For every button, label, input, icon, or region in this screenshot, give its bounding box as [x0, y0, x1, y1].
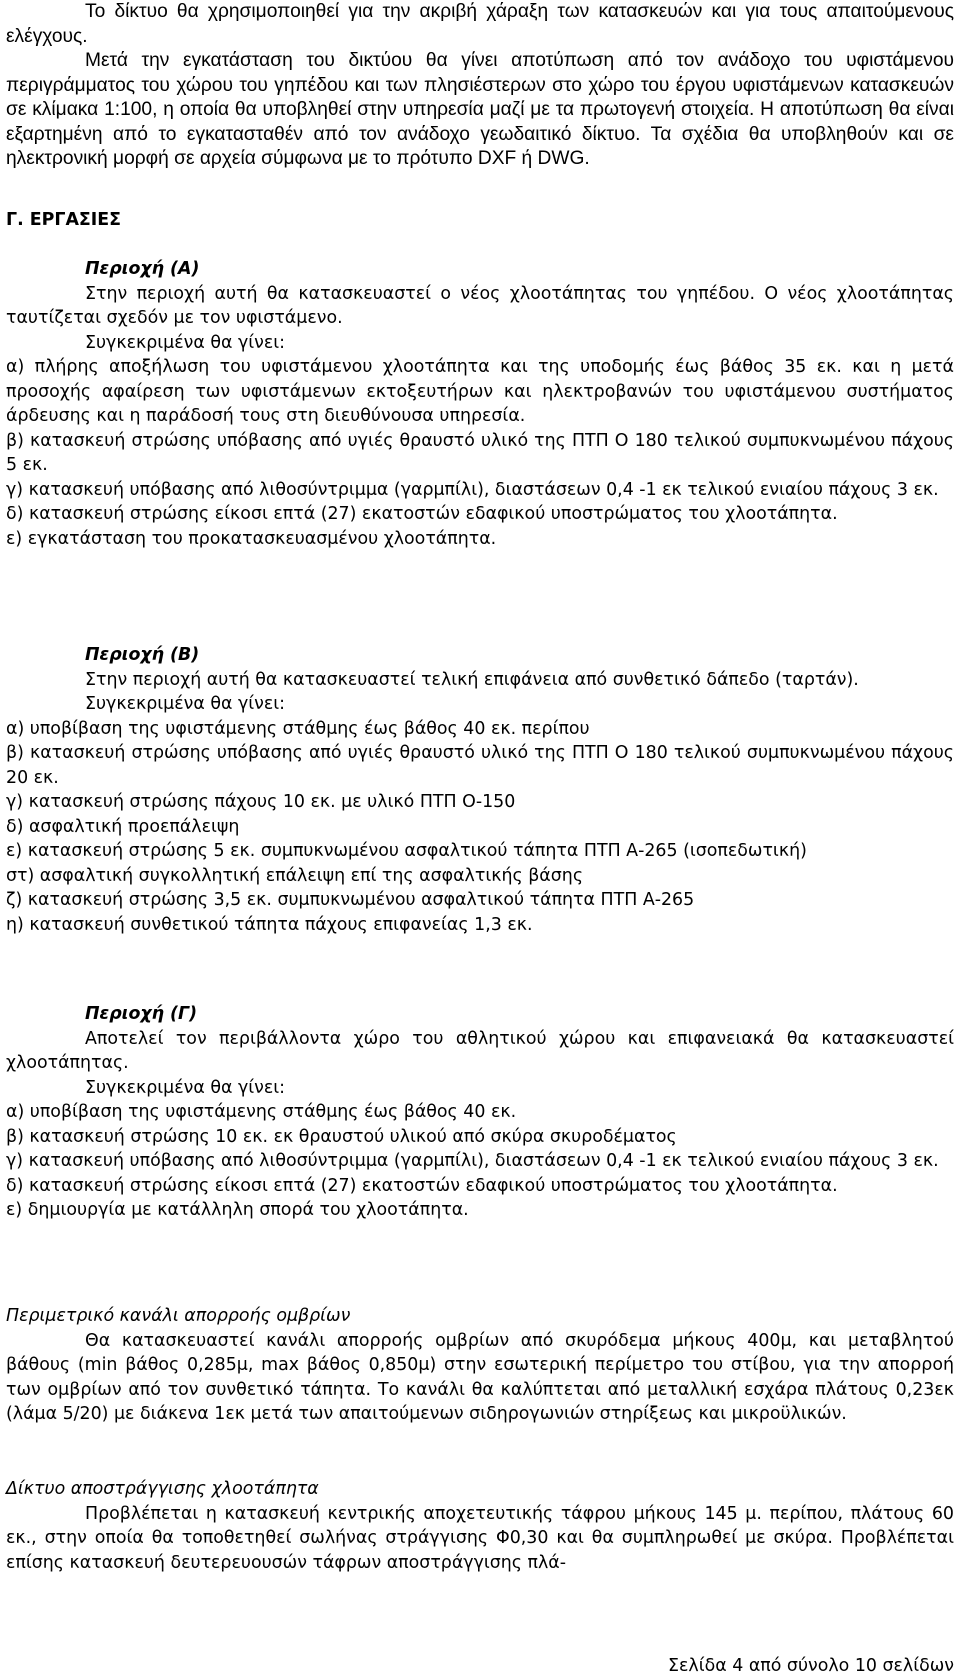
- list-item: ε) κατασκευή στρώσης 5 εκ. συμπυκνωμένου ασφαλτικού τάπητα ΠΤΠ Α-265 (ισοπεδωτική): [6, 841, 807, 861]
- area-c-lead: Συγκεκριμένα θα γίνει:: [85, 1077, 286, 1098]
- area-b-title: Περιοχή (Β): [85, 645, 200, 665]
- drainage-title: Δίκτυο αποστράγγισης χλοοτάπητα: [6, 1479, 319, 1499]
- area-b-intro: Στην περιοχή αυτή θα κατασκευαστεί τελική επιφάνεια από συνθετικό δάπεδο (ταρτάν).: [85, 669, 859, 690]
- page-footer: Σελίδα 4 από σύνολο 10 σελίδων: [668, 1656, 954, 1676]
- area-a-intro: Στην περιοχή αυτή θα κατασκευαστεί ο νέος χλοοτάπητας του γηπέδου. Ο νέος χλοοτάπητας ταυτίζεται σχεδόν με τον υφιστάμενο.: [6, 283, 954, 328]
- list-item: ε) δημιουργία με κατάλληλη σπορά του χλοοτάπητα.: [6, 1200, 469, 1220]
- list-item: δ) ασφαλτική προεπάλειψη: [6, 816, 240, 837]
- area-c-title: Περιοχή (Γ): [85, 1004, 198, 1024]
- intro-block: [6, 0, 954, 172]
- area-a-title: Περιοχή (Α): [85, 259, 200, 279]
- intro-paragraph-2: Μετά την εγκατάσταση του δικτύου θα γίνει αποτύπωση από τον ανάδοχο του υφιστάμενου περιγράμματος του χώρου του γηπέδου και των πλησιέστερων στο χώρο του έργου υφιστάμενων κατασκευών σε κλίμακα 1:100, η οποία θα υποβληθεί στην υπηρεσία μαζί με τα πρωτογενή στοιχεία. Η αποτύπωση θα είναι εξαρτημένη από το εγκατασταθέν από τον ανάδοχο γεωδαιτικό δίκτυο. Τα σχέδια θα υποβληθούν και σε ηλεκτρονική μορφή σε αρχεία σύμφωνα με το πρότυπο DXF ή DWG.: [6, 50, 954, 169]
- list-item: η) κατασκευή συνθετικού τάπητα πάχους επιφανείας 1,3 εκ.: [6, 914, 533, 935]
- drainage-text: Προβλέπεται η κατασκευή κεντρικής αποχετευτικής τάφρου μήκους 145 μ. περίπου, πλάτους 60 εκ., στην οποία θα τοποθετηθεί σωλήνας στράγγισης Φ0,30 και θα συμπληρωθεί με σκύρα. Προβλέπεται επίσης κατασκευή δευτερευουσών τάφρων αποστράγγισης πλά-: [6, 1503, 954, 1573]
- area-a-lead: Συγκεκριμένα θα γίνει:: [85, 332, 286, 353]
- list-item: α) υποβίβαση της υφιστάμενης στάθμης έως βάθος 40 εκ. περίπου: [6, 718, 590, 739]
- intro-paragraph-1: Το δίκτυο θα χρησιμοποιηθεί για την ακριβή χάραξη των κατασκευών και για τους απαιτούμενους ελέγχους.: [6, 1, 954, 47]
- channel-block: [6, 1304, 954, 1427]
- area-b-lead: Συγκεκριμένα θα γίνει:: [85, 694, 286, 714]
- list-item: γ) κατασκευή στρώσης πάχους 10 εκ. με υλικό ΠΤΠ Ο-150: [6, 792, 516, 812]
- list-item: β) κατασκευή στρώσης υπόβασης από υγιές θραυστό υλικό της ΠΤΠ Ο 180 τελικού συμπυκνωμένου πάχους 5 εκ.: [6, 430, 954, 475]
- list-item: ζ) κατασκευή στρώσης 3,5 εκ. συμπυκνωμένου ασφαλτικού τάπητα ΠΤΠ Α-265: [6, 890, 695, 910]
- section-title: Γ. ΕΡΓΑΣΙΕΣ: [6, 210, 122, 230]
- list-item: δ) κατασκευή στρώσης είκοσι επτά (27) εκατοστών εδαφικού υποστρώματος του χλοοτάπητα.: [6, 504, 838, 524]
- list-item: γ) κατασκευή υπόβασης από λιθοσύντριμμα (γαρμπίλι), διαστάσεων 0,4 -1 εκ τελικού ενιαίου πάχους 3 εκ.: [6, 1151, 939, 1171]
- list-item: γ) κατασκευή υπόβασης από λιθοσύντριμμα (γαρμπίλι), διαστάσεων 0,4 -1 εκ τελικού ενιαίου πάχους 3 εκ.: [6, 479, 939, 500]
- list-item: α) πλήρης αποξήλωση του υφιστάμενου χλοοτάπητα και της υποδομής έως βάθος 35 εκ. και η μετά προσοχής αφαίρεση των υφιστάμενων εκτοξευτήρων και ηλεκτροβανών του υφιστάμενου συστήματος άρδευσης και η παράδοσή τους στη διευθύνουσα υπηρεσία.: [6, 357, 954, 426]
- drainage-block: [6, 1477, 954, 1575]
- list-item: δ) κατασκευή στρώσης είκοσι επτά (27) εκατοστών εδαφικού υποστρώματος του χλοοτάπητα.: [6, 1175, 838, 1196]
- list-item: α) υποβίβαση της υφιστάμενης στάθμης έως βάθος 40 εκ.: [6, 1102, 517, 1122]
- area-a-block: [6, 257, 954, 551]
- list-item: β) κατασκευή στρώσης υπόβασης από υγιές θραυστό υλικό της ΠΤΠ Ο 180 τελικού συμπυκνωμένου πάχους 20 εκ.: [6, 743, 954, 788]
- channel-title: Περιμετρικό κανάλι απορροής ομβρίων: [6, 1306, 351, 1326]
- list-item: ε) εγκατάσταση του προκατασκευασμένου χλοοτάπητα.: [6, 528, 497, 549]
- area-c-block: [6, 1002, 954, 1223]
- list-item: στ) ασφαλτική συγκολλητική επάλειψη επί της ασφαλτικής βάσης: [6, 865, 584, 886]
- channel-text: Θα κατασκευαστεί κανάλι απορροής ομβρίων από σκυρόδεμα μήκους 400μ, και μεταβλητού βάθους (min βάθος 0,285μ, max βάθος 0,850μ) στην εσωτερική περίμετρο του στίβου, για την απορροή των ομβρίων από τον συνθετικό τάπητα. Το κανάλι θα καλύπτεται από μεταλλική εσχάρα πλάτους 0,23εκ (λάμα 5/20) με διάκενα 1εκ μετά των απαιτούμενων σιδηρογωνιών στηρίξεως και μικροϋλικών.: [6, 1330, 954, 1424]
- area-c-intro: Αποτελεί τον περιβάλλοντα χώρο του αθλητικού χώρου και επιφανειακά θα κατασκευαστεί χλοοτάπητας.: [6, 1028, 954, 1073]
- area-b-block: [6, 643, 954, 937]
- list-item: β) κατασκευή στρώσης 10 εκ. εκ θραυστού υλικού από σκύρα σκυροδέματος: [6, 1126, 677, 1147]
